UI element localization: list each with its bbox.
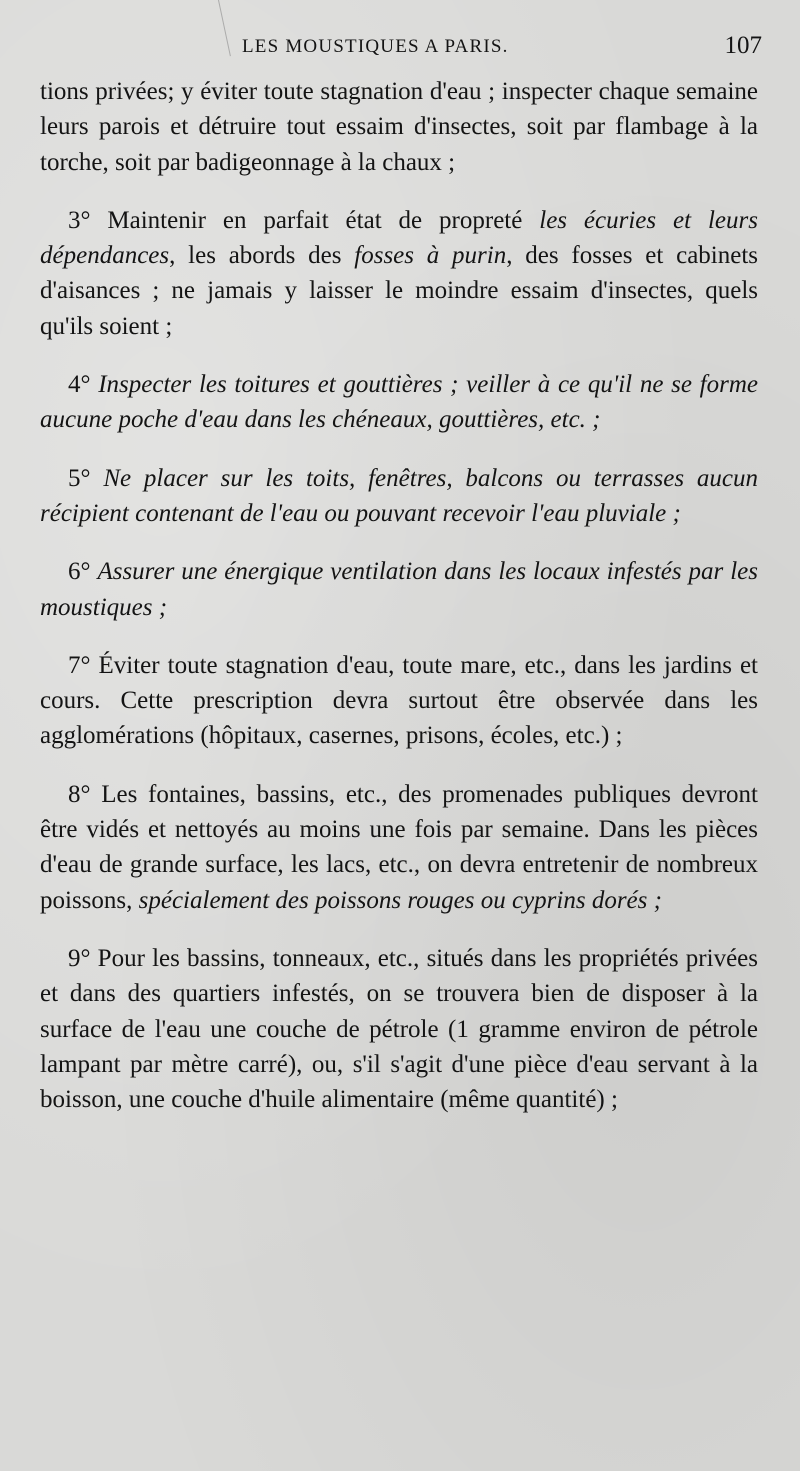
paragraph-item-5 bbox=[40, 461, 758, 532]
italic-segment: les écuries et leurs dépendances bbox=[40, 206, 758, 270]
italic-segment: Inspecter les toitures et gouttières ; veiller à ce qu'il ne se forme aucune poche d'eau dans les chéneaux, gouttières, etc. ; bbox=[40, 371, 758, 434]
paragraph-item-8 bbox=[40, 777, 758, 918]
body-text bbox=[40, 74, 758, 1117]
text-segment: , les abords des bbox=[169, 242, 355, 270]
page-header bbox=[0, 30, 800, 62]
paragraph-item-4 bbox=[40, 367, 758, 438]
text-segment: 3° Maintenir en parfait état de propreté bbox=[68, 206, 540, 234]
text-segment: tions privées; y éviter toute stagnation d'eau ; inspecter chaque semaine leurs parois et détruire tout essaim d'insectes, soit par flambage à la torche, soit par badigeonnage à la chaux ; bbox=[40, 78, 758, 176]
running-title: LES MOUSTIQUES A PARIS. bbox=[242, 36, 509, 57]
italic-segment: spécialement des poissons rouges ou cyprins dorés ; bbox=[138, 886, 662, 914]
page-number: 107 bbox=[724, 32, 762, 59]
italic-segment: Ne placer sur les toits, fenêtres, balcons ou terrasses aucun récipient contenant de l'eau ou pouvant recevoir l'eau pluviale ; bbox=[40, 464, 759, 527]
text-segment: , des fosses et cabinets d'aisances ; ne jamais y laisser le moindre essaim d'insectes, quels qu'ils soient ; bbox=[40, 242, 759, 340]
text-segment: 5° bbox=[68, 464, 104, 492]
text-segment: 6° bbox=[68, 558, 98, 586]
text-segment: 4° bbox=[68, 371, 99, 399]
paragraph-item-3 bbox=[40, 203, 758, 344]
paragraph-item-9 bbox=[40, 941, 758, 1117]
text-segment: 9° Pour les bassins, tonneaux, etc., situés dans les propriétés privées et dans des quartiers infestés, on se trouvera bien de disposer à la surface de l'eau une couche de pétrole (1 gramme environ de pétrole lampant par mètre carré), ou, s'il s'agit d'une pièce d'eau servant à la boisson, une couche d'huile alimentaire (même quantité) ; bbox=[40, 944, 758, 1114]
paragraph-item-7 bbox=[40, 648, 758, 754]
paragraph-item-6 bbox=[40, 554, 758, 625]
italic-segment: Assurer une énergique ventilation dans les locaux infestés par les moustiques ; bbox=[40, 558, 758, 621]
italic-segment: fosses à purin bbox=[354, 242, 507, 270]
paragraph-continuation bbox=[40, 74, 758, 180]
text-segment: 8° Les fontaines, bassins, etc., des promenades publiques devront être vidés et nettoyés au moins une fois par semaine. Dans les pièces d'eau de grande surface, les lacs, etc., on devra entretenir de nombreux poissons, bbox=[40, 780, 758, 914]
text-segment: 7° Éviter toute stagnation d'eau, toute mare, etc., dans les jardins et cours. Cette prescription devra surtout être observée dans les agglomérations (hôpitaux, casernes, prisons, écoles, etc.) ; bbox=[40, 651, 758, 750]
